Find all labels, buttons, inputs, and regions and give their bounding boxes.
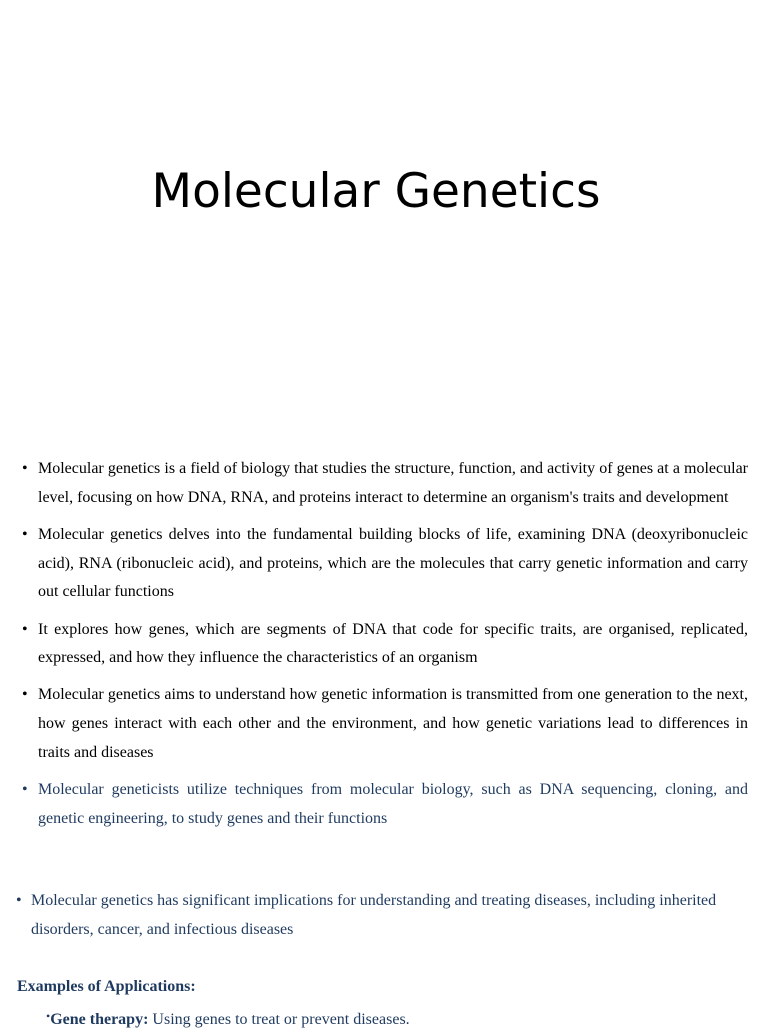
applications-heading: Examples of Applications: [17,978,196,995]
bullet-list [22,455,748,842]
bullet-dot: • [46,1009,51,1023]
bullet-text: Molecular genetics is a field of biology that studies the structure, function, and activity of genes at a molecular level, focusing on how DNA, RNA, and proteins interact to determine an organism's traits and development [38,460,748,506]
bullet-text: Molecular geneticists utilize techniques from molecular biology, such as DNA sequencing, cloning, and genetic engineering, to study genes and their functions [38,781,748,827]
bullet-dot: • [22,620,28,638]
application-item [46,1004,410,1032]
bullet-text: Molecular genetics has significant implications for understanding and treating diseases, including inherited disorders, cancer, and infectious diseases [31,892,717,938]
bullet-dot: • [22,781,28,799]
bullet-dot: • [22,460,28,477]
bullet-dot: • [22,686,28,704]
application-text: Using genes to treat or prevent diseases. [148,1011,410,1028]
implications-bullet [16,887,743,944]
slide-title: Molecular Genetics [151,164,601,219]
bullet-item [22,776,748,833]
bullet-item [22,616,748,673]
bullet-text: It explores how genes, which are segments of DNA that code for specific traits, are organised, replicated, expressed, and how they influence the characteristics of an organism [38,620,748,667]
bullet-item [22,521,748,607]
bullet-dot: • [22,525,28,543]
bullet-text: Molecular genetics aims to understand how genetic information is transmitted from one generation to the next, how genes interact with each other and the environment, and how genetic variations lead to differences in traits and diseases [38,686,748,761]
bullet-dot: • [16,892,22,909]
bullet-text: Molecular genetics delves into the fundamental building blocks of life, examining DNA (deoxyribonucleic acid), RNA (ribonucleic acid), and proteins, which are the molecules that carry genetic information and carry out cellular functions [38,525,748,601]
bullet-item [22,455,748,512]
application-term: Gene therapy: [50,1011,149,1028]
bullet-item [22,681,748,767]
